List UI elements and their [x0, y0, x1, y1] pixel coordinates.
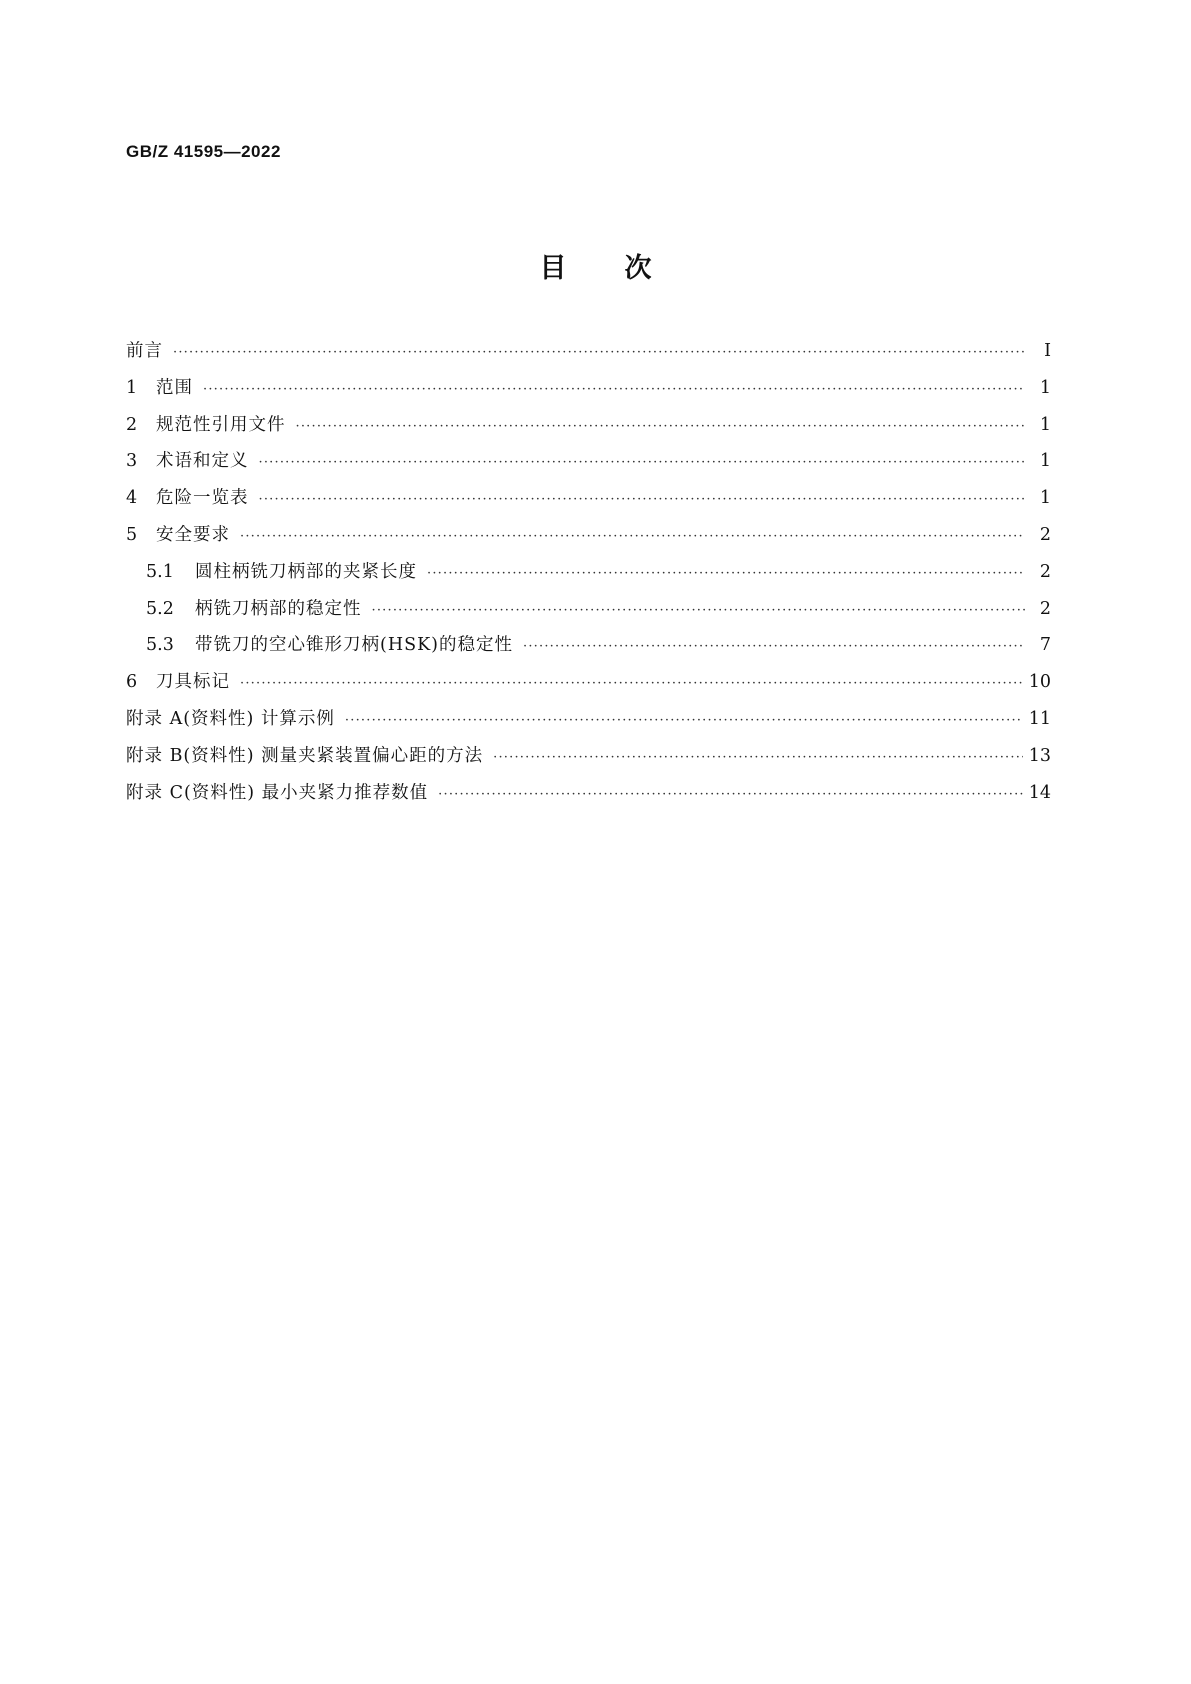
toc-entry-page: 1: [1039, 488, 1051, 509]
toc-entry-4[interactable]: [126, 484, 1051, 521]
toc-entry-annex-b[interactable]: [126, 742, 1051, 779]
dot-leader: [523, 639, 1025, 654]
toc-entry-label: 附录 C(资料性) 最小夹紧力推荐数值: [126, 782, 429, 803]
dot-leader: [438, 787, 1023, 802]
toc-entry-page: 2: [1039, 598, 1051, 619]
toc-entry-label: 圆柱柄铣刀柄部的夹紧长度: [195, 561, 417, 582]
dot-leader: [203, 382, 1025, 397]
toc-entry-label: 危险一览表: [156, 488, 249, 509]
toc-entry-page: 14: [1028, 782, 1051, 803]
dot-leader: [240, 676, 1023, 691]
toc-entry-number: 6: [126, 672, 138, 693]
toc-entry-label: 安全要求: [156, 524, 230, 545]
table-of-contents: [126, 337, 1051, 815]
toc-entry-number: 1: [126, 377, 138, 398]
toc-entry-number: 5: [126, 524, 138, 545]
toc-entry-page: Ⅰ: [1044, 341, 1051, 361]
toc-entry-3[interactable]: [126, 447, 1051, 484]
toc-entry-page: 13: [1028, 745, 1051, 766]
toc-entry-2[interactable]: [126, 411, 1051, 448]
toc-entry-5-1[interactable]: [126, 558, 1051, 595]
toc-entry-page: 1: [1039, 414, 1051, 435]
toc-entry-5-2[interactable]: [126, 595, 1051, 632]
toc-entry-label: 刀具标记: [156, 672, 230, 693]
toc-entry-page: 1: [1039, 377, 1051, 398]
toc-entry-page: 2: [1039, 524, 1051, 545]
toc-entry-number: 4: [126, 488, 138, 509]
toc-entry-page: 7: [1039, 635, 1051, 656]
toc-entry-label: 术语和定义: [156, 451, 249, 472]
dot-leader: [240, 529, 1025, 544]
dot-leader: [493, 750, 1023, 765]
toc-entry-number: 5.2: [146, 598, 174, 619]
toc-entry-label: 带铣刀的空心锥形刀柄(HSK)的稳定性: [195, 635, 513, 656]
toc-entry-page: 10: [1028, 672, 1051, 693]
toc-entry-1[interactable]: [126, 374, 1051, 411]
dot-leader: [345, 713, 1023, 728]
toc-entry-label: 规范性引用文件: [156, 414, 286, 435]
toc-entry-page: 11: [1028, 708, 1051, 729]
toc-entry-annex-c[interactable]: [126, 779, 1051, 816]
dot-leader: [259, 492, 1026, 507]
page-title: 目次: [539, 253, 710, 284]
toc-entry-number: 5.3: [146, 635, 174, 656]
toc-entry-number: 5.1: [146, 561, 174, 582]
dot-leader: [173, 345, 1025, 360]
toc-entry-page: 1: [1039, 451, 1051, 472]
toc-entry-5[interactable]: [126, 521, 1051, 558]
toc-entry-label: 柄铣刀柄部的稳定性: [195, 598, 362, 619]
dot-leader: [372, 603, 1026, 618]
toc-entry-label: 附录 B(资料性) 测量夹紧装置偏心距的方法: [126, 745, 484, 766]
toc-entry-number: 2: [126, 414, 138, 435]
toc-entry-foreword[interactable]: [126, 337, 1051, 374]
toc-entry-annex-a[interactable]: [126, 705, 1051, 742]
dot-leader: [427, 566, 1025, 581]
toc-entry-label: 范围: [156, 377, 193, 398]
toc-entry-6[interactable]: [126, 668, 1051, 705]
toc-entry-number: 3: [126, 451, 138, 472]
toc-entry-label: 前言: [126, 341, 163, 361]
toc-entry-5-3[interactable]: [126, 631, 1051, 668]
standard-number: GB/Z 41595—2022: [126, 142, 281, 161]
dot-leader: [259, 455, 1026, 470]
dot-leader: [296, 419, 1026, 434]
toc-entry-label: 附录 A(资料性) 计算示例: [126, 708, 335, 729]
toc-entry-page: 2: [1039, 561, 1051, 582]
